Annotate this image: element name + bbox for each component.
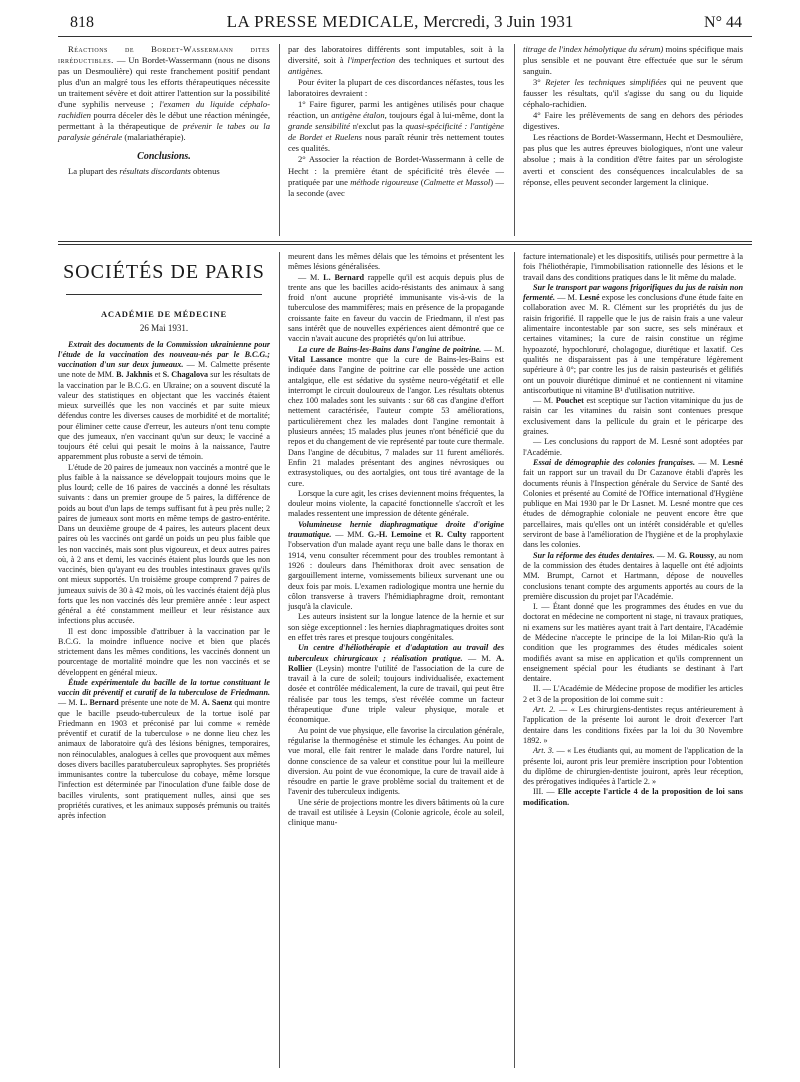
article-title: Sur le transport par wagons frigorifiques du jus de raisin non fermenté. xyxy=(523,282,743,303)
paragraph: — M. xyxy=(298,272,324,282)
emphasis: titrage de l'index hémolytique du sérum) xyxy=(523,44,664,54)
emphasis: résultats discordants xyxy=(119,166,191,177)
author-name: Lesné xyxy=(579,293,600,303)
paragraph: — M. xyxy=(481,344,504,354)
paragraph: ) — la seconde (avec xyxy=(288,176,504,198)
author-name: L. Bernard xyxy=(79,698,119,708)
paragraph: n'exclut pas la xyxy=(349,121,406,132)
author-name: A. Rollier xyxy=(288,653,504,673)
paragraph: 1° Faire figurer, parmi les antigènes utilisés pour chaque réaction, un xyxy=(288,99,504,121)
paragraph: , au nom de la commission des études dentaires à laquelle ont été adjoints MM. Brumpt, Carnot et Hartmann, dépose de nouvelles conclusions tenant compte des arguments apportés au cours de la première discussion du projet par l'Académie. xyxy=(523,550,743,601)
paragraph: — Un Bordet-Wassermann (nous ne disons pas un Desmoulière) qui reste franchement positif pendant plus d'un an malgré tous les efforts thérapeutiques nécessite un traitement sévère et doit attirer l'attention sur la possibilité d'une syphilis nerveuse ; xyxy=(58,55,270,110)
top-column-1 xyxy=(58,44,270,178)
societes-column-1 xyxy=(58,256,270,821)
paragraph: — Les conclusions du rapport de M. Lesné sont adoptées par l'Académie. xyxy=(523,437,743,457)
paragraph: Il est donc impossible d'attribuer à la vaccination par le B.C.G. la moindre influence nocive et bien que placés strictement dans les mêmes conditions, les vaccinés donnent un pourcentage de mortalité moindre que les non vaccinés et se développent en général mieux. xyxy=(58,626,270,677)
conclusions-heading: Conclusions. xyxy=(137,151,191,163)
paragraph: obtenus xyxy=(190,166,220,177)
emphasis: Rejeter les techniques simplifiées xyxy=(545,77,667,88)
article-title: Un centre d'héliothérapie et d'adaptation au travail des tuberculeux chirurgicaux ; réalisation pratique. xyxy=(288,643,504,663)
paragraph: Les auteurs insistent sur la longue latence de la hernie et sur son siège exceptionnel : les hernies diaphragmatiques droites sont en effet très rares et presque toujours congénitales. xyxy=(288,612,504,642)
author-name: G.-H. Lemoine xyxy=(367,530,422,540)
emphasis: prévenir le tabes ou la paralysie générale xyxy=(58,121,270,143)
paragraph: meurent dans les mêmes délais que les témoins et présentent les mêmes lésions généralisées. xyxy=(288,252,504,272)
paragraph: facture internationale) et les dispositifs, utilisés pour permettre à la fois l'héliothérapie, l'immobilisation rationnelle des lésions et le travail dans des conditions pratiques dans le lit même du malade. xyxy=(523,252,743,282)
author-name: B. Jakhnis xyxy=(116,370,153,380)
article-title: Extrait des documents de la Commission ukrainienne pour l'étude de la vaccination des nouveau-nés par le B.C.G.; vaccination d'un sur deux jumeaux. xyxy=(58,339,270,369)
session-date: 26 Mai 1931. xyxy=(139,323,189,334)
paragraph: présente une note de MM. xyxy=(58,360,270,380)
paragraph: — M. xyxy=(695,457,723,467)
author-name: Vital Lassance xyxy=(288,354,343,364)
article-title: Volumineuse hernie diaphragmatique droite d'origine traumatique. xyxy=(288,519,504,540)
paragraph: nous paraît réunir très nettement toutes ces qualités. xyxy=(288,132,504,154)
author-name: S. Chagalova xyxy=(162,370,209,380)
academy-heading: ACADÉMIE DE MÉDECINE xyxy=(100,309,228,319)
paragraph: montre que la cure de Bains-les-Bains est indiquée dans l'angine de poitrine car elle possède une action antalgique, elle est sédative du système neuro-végétatif et elle interrompt le circuit douloureux de l'angor. Les résultats obtenus chez 100 malades sont les suivants : sur 68 cas d'angine d'effort nettement caractérisée, l'auteur compte 53 améliorations, particulièrement chez les malades dont l'angine remontait à plusieurs années; 15 malades plus jeunes n'ont bénéficié que du repos et du changement de vie représenté par toute cure thermale. Dans l'angine de décubitus, 7 malades sur 11 furent améliorés. Enfin 21 malades présentant des angines névrosiques ou extrasystoliques, ou des aortalgies, ont tous tiré avantage de la cure. xyxy=(288,354,504,488)
issue-number: N° 44 xyxy=(704,14,742,31)
author-name: G. Roussy xyxy=(678,550,715,560)
paragraph: (Leysin) montre l'utilité de l'association de la cure de travail à la cure de soleil; toujours individualisée, exactement dosée et contrôlée médicalement, la cure de travail, qui peut être réalisée par tous les temps, s'est révélée comme un facteur thérapeutique d'une triple valeur physique, morale et économique. xyxy=(288,663,504,725)
paragraph: — « Les étudiants qui, au moment de l'application de la présente loi, auront pris leur première inscription pour l'obtention du diplôme de chirurgien-dentiste jouiront, après leur réception, des prérogatives indiquées à l'article 2. » xyxy=(523,746,743,787)
paragraph: — M. xyxy=(654,550,679,560)
paragraph: — M. xyxy=(183,360,211,369)
author-name: Pouchet xyxy=(555,396,584,406)
article-label: Art. 2. xyxy=(533,705,556,715)
emphasis: grande sensibilité xyxy=(288,121,350,132)
article-title: Étude expérimentale du bacille de la tortue constituant le vaccin dit préventif et curatif de la tuberculose de Friedmann. xyxy=(58,677,270,697)
header-rule xyxy=(58,36,752,37)
section-rule xyxy=(58,241,752,242)
paragraph: Lorsque la cure agit, les crises deviennent moins fréquentes, la douleur moins violente, la capacité fonctionnelle s'accroît et les malades ressentent une impression de détente générale. xyxy=(288,488,504,519)
paragraph: L'étude de 20 paires de jumeaux non vaccinés a montré que le plus faible à la naissance se développait toujours moins que le plus lourd; celle de 16 paires de vaccinés a donné les résultats suivants : dans un premier groupe de 5 paires, la différence de poids au bout d'un laps de temps suffisant fut à peu près nulle; 2 paires de jumeaux sont morts en même temps de gastro-entérite. Dans un deuxième groupe de 4 paires, les auteurs placent deux paires où les vaccinés ont gardé un poids un peu plus faible que les non vaccinés, mais sont plus vigoureux, et deux autres paires où, à 2 ans et demi, les vaccinés étaient plus lourds que les non vaccinés, bien qu'ayant eu des troubles intestinaux graves qu'ils ont mieux supportés. Un troisième groupe comprend 7 paires de jumeaux suivis de 30 à 42 mois, où les vaccinés étaient déjà plus forts que les non vaccinés dès leur première année : leur aspect général a été constamment meilleur et leur résistance aux infections plus accusée. xyxy=(58,462,270,626)
paragraph: rapportent l'observation d'un malade ayant reçu une balle dans le thorax en 1914, venu consulter récemment pour des troubles remontant à 1926 : douleurs dans l'hémithorax droit avec sensation de gargouillement interne, vomissements bilieux survenant une ou deux fois par mois. L'examen radiologique montra une hernie du côlon transverse à travers l'hémidiaphragme droit, remontant jusqu'à la clavicule. xyxy=(288,530,504,612)
top-column-3 xyxy=(523,44,743,188)
paragraph: Elle accepte l'article 4 de la proposition de loi sans modification. xyxy=(523,787,743,807)
paragraph: ( xyxy=(418,176,424,187)
top-column-2 xyxy=(288,44,504,199)
paragraph: rappelle qu'il est acquis depuis plus de trente ans que les bacilles acido-résistants des animaux à sang froid n'ont aucune propriété immunisante vis-à-vis de la tuberculose des mammifères; mais en présence de la propagande croissante faite en faveur du vaccin de Friedmann, il n'est pas sans intérêt que de nouvelles expériences aient démontré que ce vaccin n'avait aucune des propriétés qu'on lui attribue. xyxy=(288,272,505,344)
paragraph: II. — L'Académie de Médecine propose de modifier les articles 2 et 3 de la proposition de loi comme suit : xyxy=(523,684,743,704)
emphasis: antigène étalon, xyxy=(331,110,387,121)
paragraph: III. — xyxy=(533,787,558,797)
author-name: Lesné xyxy=(722,457,744,467)
article-label: Art. 3. xyxy=(533,746,555,756)
emphasis: méthode rigoureuse xyxy=(350,176,419,187)
column-divider xyxy=(514,252,515,1068)
societes-column-3 xyxy=(523,252,743,808)
column-divider xyxy=(514,44,515,236)
section-rule xyxy=(58,244,752,245)
article-title: Sur la réforme des études dentaires. xyxy=(533,550,655,560)
section-lead: Réactions de Bordet-Wassermann dites irréductibles. xyxy=(58,44,270,66)
journal-title: LA PRESSE MEDICALE, xyxy=(226,12,419,31)
author-name: L. Bernard xyxy=(323,272,365,282)
paragraph: expose les conclusions d'une étude faite en collaboration avec M. R. Clément sur les propriétés du jus de raisin frigorifié. Il rappelle que le jus de raisin frais a une valeur alimentaire incontestable par son sucre, ses sels minéraux et certaines vitamines; la cure de raisin constitue un régime hypoazoté, hypochloruré, cholagogue, diurétique et laxatif. Ces qualités ne disparaissent pas à une température légèrement supérieure à 0°; par contre les jus de raisin pasteurisés et gélifiés ont un pouvoir diurétique diminué et ne contiennent ni vitamine antiscorbutique ni vitamine B¹ d'utilisation nutritive. xyxy=(523,293,743,395)
emphasis: antigènes. xyxy=(288,66,324,77)
paragraph: 2° Associer la réaction de Bordet-Wassermann à celle de Hecht : la première étant de spécificité très élevée — pratiquée par une xyxy=(288,154,504,187)
author-name: Calmette xyxy=(210,360,240,369)
paragraph: — M. xyxy=(58,698,80,708)
emphasis: quasi-spécificité : l'antigène de Bordet et Ruelens xyxy=(288,121,504,143)
paragraph: fait un rapport sur un travail du Dr Cazanove établi d'après les documents réunis à l'Inspection générale du Service de Santé des Colonies et présenté au Comité de l'Office international d'Hygiène publique en Mai 1930 par le Dr Lasnet. M. Lesné montre que ces études de démographie coloniale ne peuvent encore être que parcellaires, mais qu'elles ont un intérêt considérable et qu'elles serviront de base à l'amélioration de l'hygiène et de la prophylaxie dans les colonies. xyxy=(523,468,743,550)
paragraph: — M. xyxy=(533,396,556,406)
issue-date: Mercredi, 3 Juin 1931 xyxy=(423,12,574,31)
author-name: R. Culty xyxy=(435,530,467,540)
paragraph: — MM. xyxy=(331,530,368,540)
paragraph: présente une note de M. xyxy=(118,698,202,708)
article-title: Essai de démographie des colonies françaises. xyxy=(533,457,696,467)
article-title: La cure de Bains-les-Bains dans l'angine de poitrine. xyxy=(298,344,482,354)
paragraph: Une série de projections montre les divers bâtiments où la cure de travail est utilisée à Leysin (Colonie agricole, école au soleil, clinique manu- xyxy=(288,797,504,828)
title-rule xyxy=(66,294,262,295)
paragraph: I. — Étant donné que les programmes des études en vue du doctorat en médecine ne comportent ni stage, ni travaux pratiques, ni examens sur les matières ayant trait à l'art dentaire, l'Académie de Médecine n'accepte le principe de la loi Milan-Rio qu'à la condition que les programmes des études médicales soient modifiés avant sa mise en application et qu'ils comprennent un enseignement spécial pour les étudiants se destinant à l'art dentaire. xyxy=(523,602,743,684)
paragraph: pourra déceler dès le début une réaction méningée, permettant à la thérapeutique de xyxy=(58,110,270,132)
paragraph: sur les résultats de la vaccination par le B.C.G. en Ukraine; on a souvent discuté la valeur des statistiques en objectant que les vaccinés étaient mieux surveillés que les non vaccinés et par suite mieux défendus contre les diverses causes de morbidité et de mortalité; pour éliminer cette cause d'erreur, les auteurs n'ont tenu compte que des jumeaux, n'en vaccinant qu'un sur deux; le vacciné a toujours été celui qui pesait le moins à la naissance, l'autre apparemment plus robuste a servi de témoin. xyxy=(58,370,270,462)
societes-column-2 xyxy=(288,252,504,829)
journal-masthead xyxy=(0,12,800,32)
column-divider xyxy=(279,44,280,236)
paragraph: qui montre que le bacille pseudo-tuberculeux de la tortue isolé par Friedmann en 1903 et préconisé par lui comme « remède préventif et curatif de la tuberculose » ne donne lieu chez les animaux de laboratoire qu'à des lésions bénignes, temporaires, non réinoculables, analogues à celles que provoquent aux mêmes doses divers bacilles paratuberculeux saprophytes. Ses propriétés immunisantes contre la tuberculose du cobaye, même lorsque l'infection est déterminée par l'inoculation d'une faible dose de bacilles virulents, sont pratiquement nulles, ainsi que ses propriétés curatives, et les animaux supposés prémunis ou traités après infection xyxy=(58,698,270,820)
paragraph: — M. xyxy=(462,653,497,663)
paragraph: et xyxy=(421,530,436,540)
emphasis: Calmette et Massol xyxy=(423,176,491,187)
paragraph: par des laboratoires différents sont imputables, soit à la diversité, soit à xyxy=(288,44,504,66)
paragraph: toujours égal à lui-même, dont la xyxy=(386,110,504,121)
paragraph: Pour éviter la plupart de ces discordances néfastes, tous les laboratoires devraient : xyxy=(288,77,504,99)
paragraph: moins spécifique mais plus sensible et ne pouvant être effectuée que sur le sérum sanguin. xyxy=(523,44,743,77)
emphasis: l'imperfection xyxy=(347,55,396,66)
paragraph: — « Les chirurgiens-dentistes reçus antérieurement à l'application de la présente loi auront le droit d'exercer l'art dentaire dans les conditions fixées par la loi du 30 Novembre 1892. » xyxy=(523,705,743,745)
paragraph: La plupart des xyxy=(68,166,120,177)
paragraph: (malariathérapie). xyxy=(122,132,186,143)
paragraph: 3° xyxy=(533,77,546,88)
emphasis: l'examen du liquide céphalo-rachidien xyxy=(58,99,270,121)
paragraph: Au point de vue physique, elle favorise la circulation générale, régularise la thermogénèse et stimule les échanges. Au point de vue moral, elle fait rentrer le malade dans l'ordre naturel, lui donne conscience de sa valeur et constitue pour lui la meilleure diversion. Au point de vue économique, la cure de travail aide à résoudre en partie le grave problème social du traitement et de l'avenir des tuberculeux indigents. xyxy=(288,725,504,797)
paragraph: Les réactions de Bordet-Wassermann, Hecht et Desmoulière, pas plus que les autres épreuves biologiques, n'ont une valeur absolue ; mais à la condition d'être faites par un sérologiste averti et conscient des conséquences incalculables de sa réponse, elles peuvent seconder largement la clinique. xyxy=(523,132,743,187)
paragraph: des techniques et surtout des xyxy=(395,55,504,66)
paragraph: et xyxy=(152,370,163,380)
column-divider xyxy=(279,252,280,1068)
section-title: SOCIÉTÉS DE PARIS xyxy=(63,261,265,283)
paragraph: qui ne peuvent que fausser les résultats, qu'il s'agisse du sang ou du liquide céphalo-rachidien. xyxy=(523,77,743,110)
page-header xyxy=(0,0,800,36)
author-name: A. Saenz xyxy=(201,698,233,708)
paragraph: est sceptique sur l'action vitaminique du jus de raisin car les vitamines du raisin sont contenues presque exclusivement dans la pellicule du grain et le péricarpe des graines. xyxy=(523,396,743,437)
paragraph: — M. xyxy=(555,293,580,303)
page-number: 818 xyxy=(70,14,94,31)
paragraph: 4° Faire les prélèvements de sang en dehors des périodes digestives. xyxy=(523,110,743,132)
